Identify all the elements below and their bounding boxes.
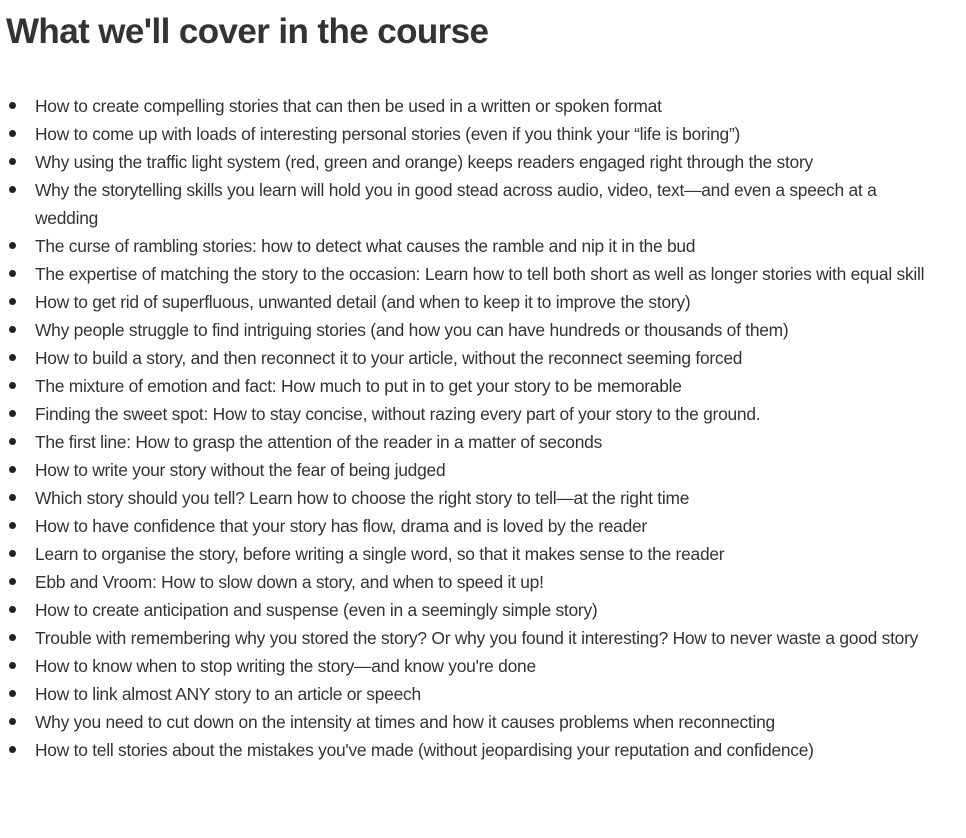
bullet-icon (9, 354, 16, 361)
list-item (0, 400, 930, 428)
bullet-icon (9, 494, 16, 501)
list-item-text: Why the storytelling skills you learn will hold you in good stead across audio, video, text—and even a speech at a wedding (35, 180, 877, 228)
list-item-text: How to create anticipation and suspense (even in a seemingly simple story) (35, 600, 598, 620)
bullet-icon (9, 270, 16, 277)
list-item-text: How to come up with loads of interesting personal stories (even if you think your “life is boring”) (35, 124, 741, 144)
bullet-icon (9, 522, 16, 529)
list-item-text: Learn to organise the story, before writing a single word, so that it makes sense to the reader (35, 544, 725, 564)
list-item (0, 456, 930, 484)
list-item-text: Which story should you tell? Learn how to choose the right story to tell—at the right time (35, 488, 690, 508)
bullet-icon (9, 550, 16, 557)
list-item (0, 232, 930, 260)
list-item (0, 92, 930, 120)
list-item (0, 484, 930, 512)
list-item (0, 176, 930, 232)
bullet-icon (9, 102, 16, 109)
list-item (0, 708, 930, 736)
list-item-text: Trouble with remembering why you stored the story? Or why you found it interesting? How to never waste a good story (35, 628, 919, 648)
bullet-icon (9, 466, 16, 473)
section-title: What we'll cover in the course (6, 12, 489, 51)
list-item-text: How to build a story, and then reconnect it to your article, without the reconnect seeming forced (35, 348, 743, 368)
list-item (0, 428, 930, 456)
list-item-text: The curse of rambling stories: how to detect what causes the ramble and nip it in the bud (35, 236, 696, 256)
bullet-icon (9, 326, 16, 333)
bullet-icon (9, 606, 16, 613)
bullet-icon (9, 298, 16, 305)
list-item-text: How to know when to stop writing the story—and know you're done (35, 656, 536, 676)
list-item-text: How to tell stories about the mistakes you've made (without jeopardising your reputation and confidence) (35, 740, 814, 760)
bullet-icon (9, 578, 16, 585)
bullet-icon (9, 382, 16, 389)
list-item (0, 652, 930, 680)
bullet-icon (9, 186, 16, 193)
list-item-text: Why people struggle to find intriguing stories (and how you can have hundreds or thousands of them) (35, 320, 789, 340)
bullet-icon (9, 662, 16, 669)
list-item-text: How to link almost ANY story to an article or speech (35, 684, 421, 704)
list-item-text: The expertise of matching the story to the occasion: Learn how to tell both short as well as longer stories with equal skill (35, 264, 925, 284)
list-item-text: How to create compelling stories that can then be used in a written or spoken format (35, 96, 662, 116)
bullet-icon (9, 410, 16, 417)
bullet-icon (9, 158, 16, 165)
bullet-icon (9, 718, 16, 725)
list-item-text: How to have confidence that your story has flow, drama and is loved by the reader (35, 516, 647, 536)
list-item-text: How to write your story without the fear of being judged (35, 460, 446, 480)
bullet-icon (9, 634, 16, 641)
list-item (0, 512, 930, 540)
list-item (0, 624, 930, 652)
bullet-icon (9, 746, 16, 753)
list-item (0, 120, 930, 148)
bullet-icon (9, 690, 16, 697)
bullet-icon (9, 242, 16, 249)
list-item (0, 596, 930, 624)
list-item (0, 568, 930, 596)
bullet-icon (9, 130, 16, 137)
list-item (0, 736, 930, 764)
list-item (0, 540, 930, 568)
list-item (0, 680, 930, 708)
list-item-text: Why using the traffic light system (red, green and orange) keeps readers engaged right through the story (35, 152, 813, 172)
bullet-icon (9, 438, 16, 445)
list-item-text: The mixture of emotion and fact: How much to put in to get your story to be memorable (35, 376, 682, 396)
list-item-text: Ebb and Vroom: How to slow down a story, and when to speed it up! (35, 572, 544, 592)
list-item-text: Why you need to cut down on the intensity at times and how it causes problems when reconnecting (35, 712, 775, 732)
list-item (0, 372, 930, 400)
list-item (0, 288, 930, 316)
list-item (0, 316, 930, 344)
list-item-text: How to get rid of superfluous, unwanted detail (and when to keep it to improve the story) (35, 292, 691, 312)
list-item-text: The first line: How to grasp the attention of the reader in a matter of seconds (35, 432, 603, 452)
course-topics-list (0, 92, 930, 764)
list-item-text: Finding the sweet spot: How to stay concise, without razing every part of your story to the ground. (35, 404, 761, 424)
list-item (0, 260, 930, 288)
list-item (0, 344, 930, 372)
list-item (0, 148, 930, 176)
